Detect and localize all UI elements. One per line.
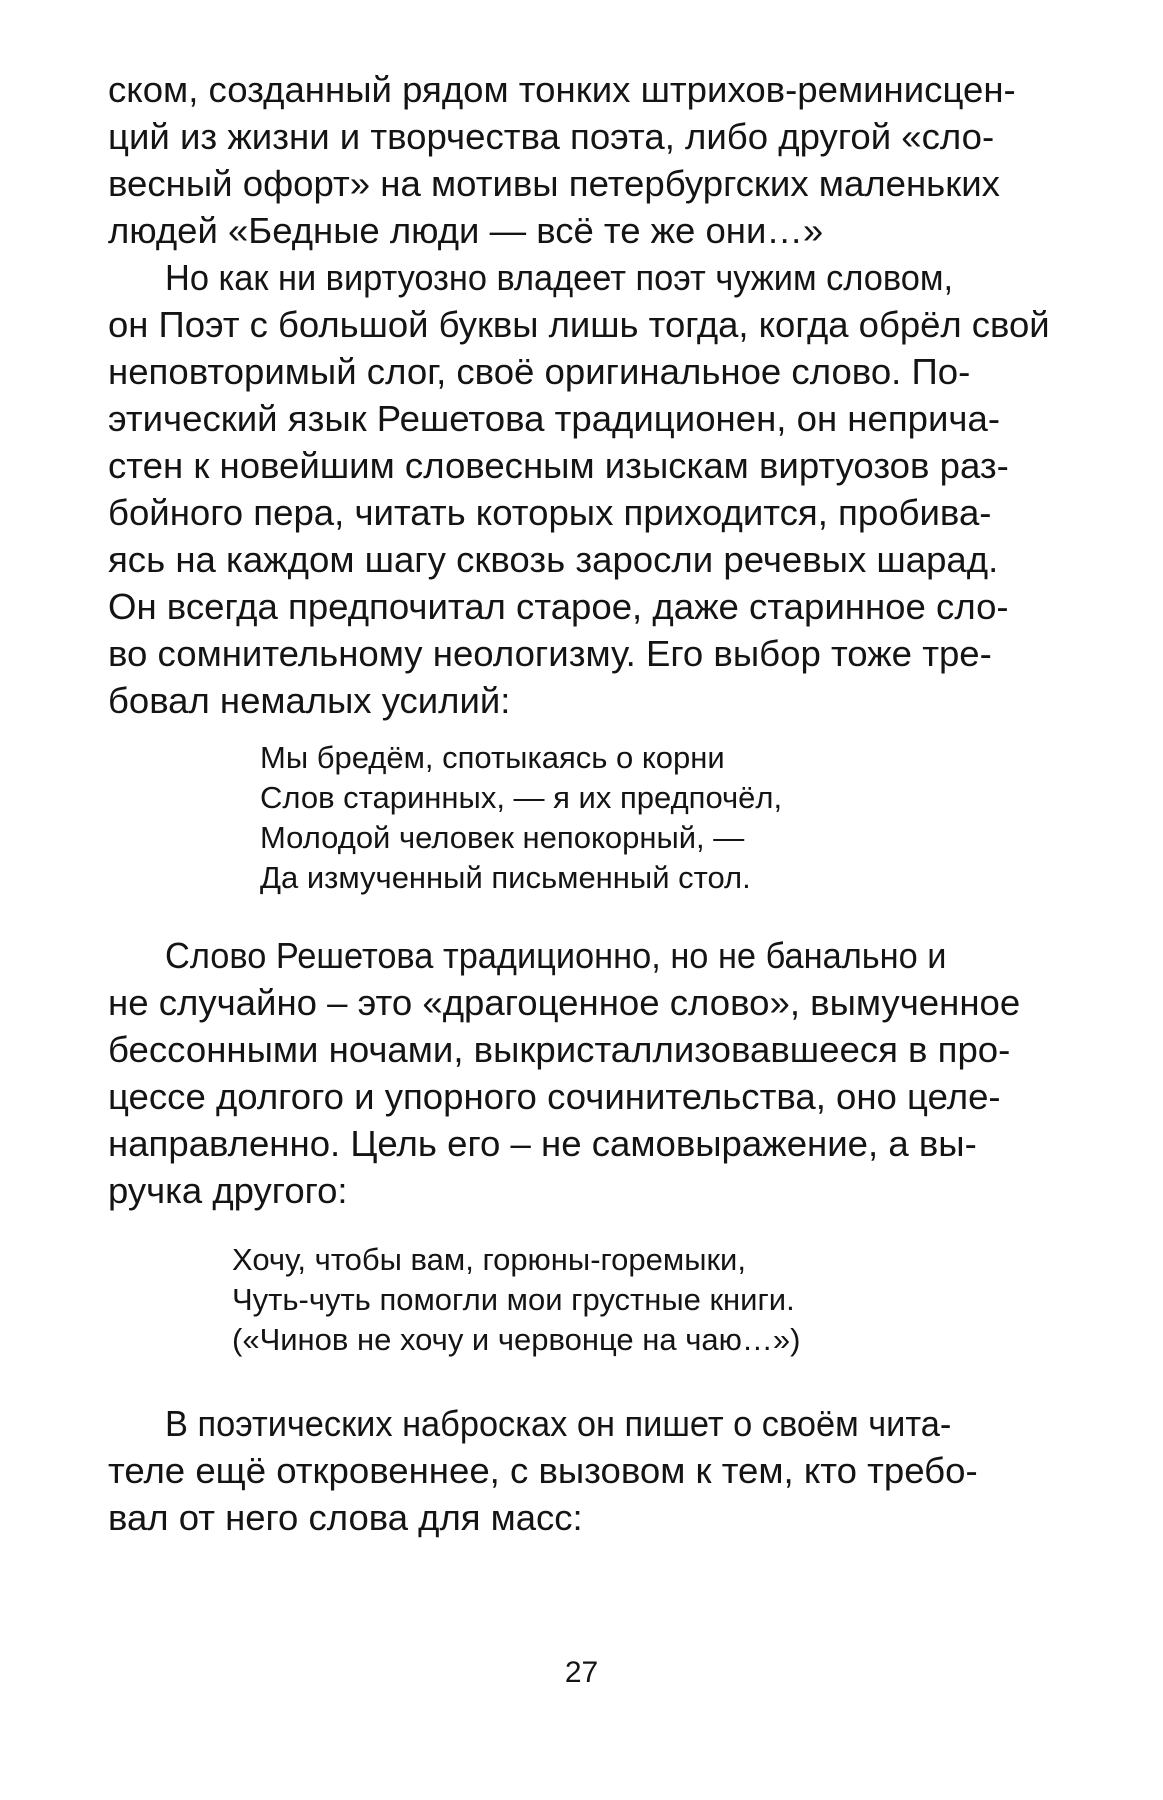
verse-line: Да измученный письменный стол. <box>260 860 751 895</box>
text-line: он Поэт с большой буквы лишь тогда, когда обрёл свой <box>108 304 1050 345</box>
text-line: бессонными ночами, выкристаллизовавшееся в про- <box>108 1029 1011 1070</box>
text-line: этический язык Решетова традиционен, он неприча- <box>108 398 1001 439</box>
text-line: В поэтических набросках он пишет о своём чита- <box>165 1403 952 1444</box>
text-line: Но как ни виртуозно владеет поэт чужим словом, <box>165 257 954 298</box>
text-line: цессе долгого и упорного сочинительства, оно целе- <box>108 1076 1001 1117</box>
text-line: во сомнительному неологизму. Его выбор тоже тре- <box>108 633 992 674</box>
page-number: 27 <box>564 1656 599 1689</box>
verse-line: («Чинов не хочу и червонце на чаю…») <box>232 1322 801 1357</box>
text-line: ясь на каждом шагу сквозь заросли речевых шарад. <box>108 539 999 580</box>
text-line: Слово Решетова традиционно, но не банально и <box>165 935 947 976</box>
verse-line: Слов старинных, — я их предпочёл, <box>260 780 783 815</box>
text-line: бойного пера, читать которых приходится, пробива- <box>108 492 992 533</box>
text-line: неповторимый слог, своё оригинальное слово. По- <box>108 351 971 392</box>
verse-line: Молодой человек непокорный, — <box>260 820 745 855</box>
text-line: людей «Бедные люди — всё те же они…» <box>108 210 824 251</box>
text-line: весный офорт» на мотивы петербургских маленьких <box>108 163 1000 204</box>
text-line: ручка другого: <box>108 1170 348 1211</box>
text-line: Он всегда предпочитал старое, даже старинное сло- <box>108 586 1009 627</box>
text-line: бовал немалых усилий: <box>108 680 511 721</box>
text-line: не случайно – это «драгоценное слово», вымученное <box>108 982 1021 1023</box>
text-line: ском, созданный рядом тонких штрихов-реминисцен- <box>108 69 1016 110</box>
text-line: направленно. Цель его – не самовыражение, а вы- <box>108 1123 977 1164</box>
text-line: стен к новейшим словесным изыскам виртуозов раз- <box>108 445 1009 486</box>
text-line: теле ещё откровеннее, с вызовом к тем, кто требо- <box>108 1450 978 1491</box>
verse-line: Хочу, чтобы вам, горюны-горемыки, <box>232 1242 746 1277</box>
verse-line: Чуть-чуть помогли мои грустные книги. <box>232 1282 795 1317</box>
text-line: вал от него слова для масс: <box>108 1497 583 1538</box>
text-line: ций из жизни и творчества поэта, либо другой «сло- <box>108 116 995 157</box>
verse-line: Мы бредём, спотыкаясь о корни <box>260 740 725 775</box>
